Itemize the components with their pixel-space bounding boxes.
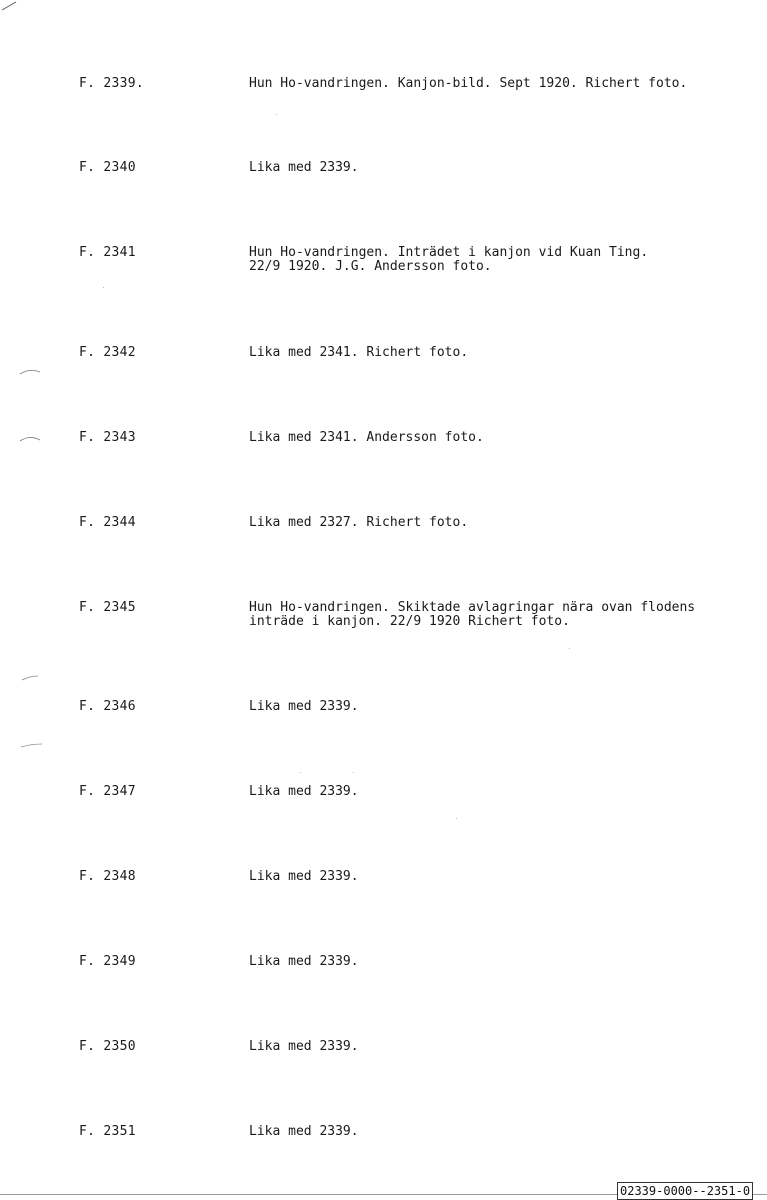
entry-number: F. 2348 bbox=[79, 869, 136, 884]
description-line: Lika med 2339. bbox=[249, 1124, 359, 1139]
description-line: Lika med 2339. bbox=[249, 699, 359, 714]
entry-number: F. 2343 bbox=[79, 430, 136, 445]
entry-description bbox=[249, 346, 749, 360]
description-line: Lika med 2339. bbox=[249, 784, 359, 799]
entry-number: F. 2344 bbox=[79, 515, 136, 530]
entry-description bbox=[249, 870, 749, 884]
description-line: Lika med 2339. bbox=[249, 954, 359, 969]
entry-number: F. 2347 bbox=[79, 784, 136, 799]
margin-pencil-mark bbox=[18, 674, 42, 682]
description-line: Lika med 2341. Andersson foto. bbox=[249, 430, 484, 445]
entry-description bbox=[249, 601, 749, 629]
description-line: Hun Ho-vandringen. Kanjon-bild. Sept 1920. Richert foto. bbox=[249, 76, 688, 91]
description-line: Hun Ho-vandringen. Skiktade avlagringar nära ovan flodens bbox=[249, 600, 696, 615]
margin-pencil-mark bbox=[18, 741, 42, 749]
description-line: Lika med 2341. Richert foto. bbox=[249, 345, 469, 360]
margin-pencil-mark bbox=[18, 368, 42, 376]
paper-speck bbox=[276, 114, 277, 115]
entry-description bbox=[249, 161, 749, 175]
description-line: Lika med 2339. bbox=[249, 869, 359, 884]
description-line: Lika med 2327. Richert foto. bbox=[249, 515, 469, 530]
description-line: Lika med 2339. bbox=[249, 160, 359, 175]
entry-description bbox=[249, 516, 749, 530]
entry-number: F. 2339. bbox=[79, 76, 145, 91]
entry-description bbox=[249, 1040, 749, 1054]
paper-speck bbox=[353, 772, 354, 773]
description-line: inträde i kanjon. 22/9 1920 Richert foto. bbox=[249, 614, 570, 629]
entry-description bbox=[249, 246, 749, 274]
entry-description bbox=[249, 77, 749, 91]
entry-description bbox=[249, 431, 749, 445]
entry-description bbox=[249, 785, 749, 799]
entry-description bbox=[249, 700, 749, 714]
entry-description bbox=[249, 1125, 749, 1139]
entry-number: F. 2346 bbox=[79, 699, 136, 714]
paper-speck bbox=[569, 648, 570, 649]
paper-speck bbox=[300, 772, 301, 773]
corner-pencil-mark bbox=[0, 0, 20, 12]
entry-number: F. 2340 bbox=[79, 160, 136, 175]
description-line: Lika med 2339. bbox=[249, 1039, 359, 1054]
entry-number: F. 2341 bbox=[79, 245, 136, 260]
entry-number: F. 2351 bbox=[79, 1124, 136, 1139]
entry-description bbox=[249, 955, 749, 969]
entry-number: F. 2349 bbox=[79, 954, 136, 969]
paper-speck bbox=[103, 287, 104, 288]
description-line: 22/9 1920. J.G. Andersson foto. bbox=[249, 259, 492, 274]
entry-number: F. 2345 bbox=[79, 600, 136, 615]
paper-speck bbox=[456, 818, 457, 819]
entry-number: F. 2350 bbox=[79, 1039, 136, 1054]
margin-pencil-mark bbox=[18, 435, 42, 443]
archive-id-stamp: 02339-0000--2351-0 bbox=[617, 1182, 753, 1200]
entry-number: F. 2342 bbox=[79, 345, 136, 360]
description-line: Hun Ho-vandringen. Inträdet i kanjon vid Kuan Ting. bbox=[249, 245, 649, 260]
